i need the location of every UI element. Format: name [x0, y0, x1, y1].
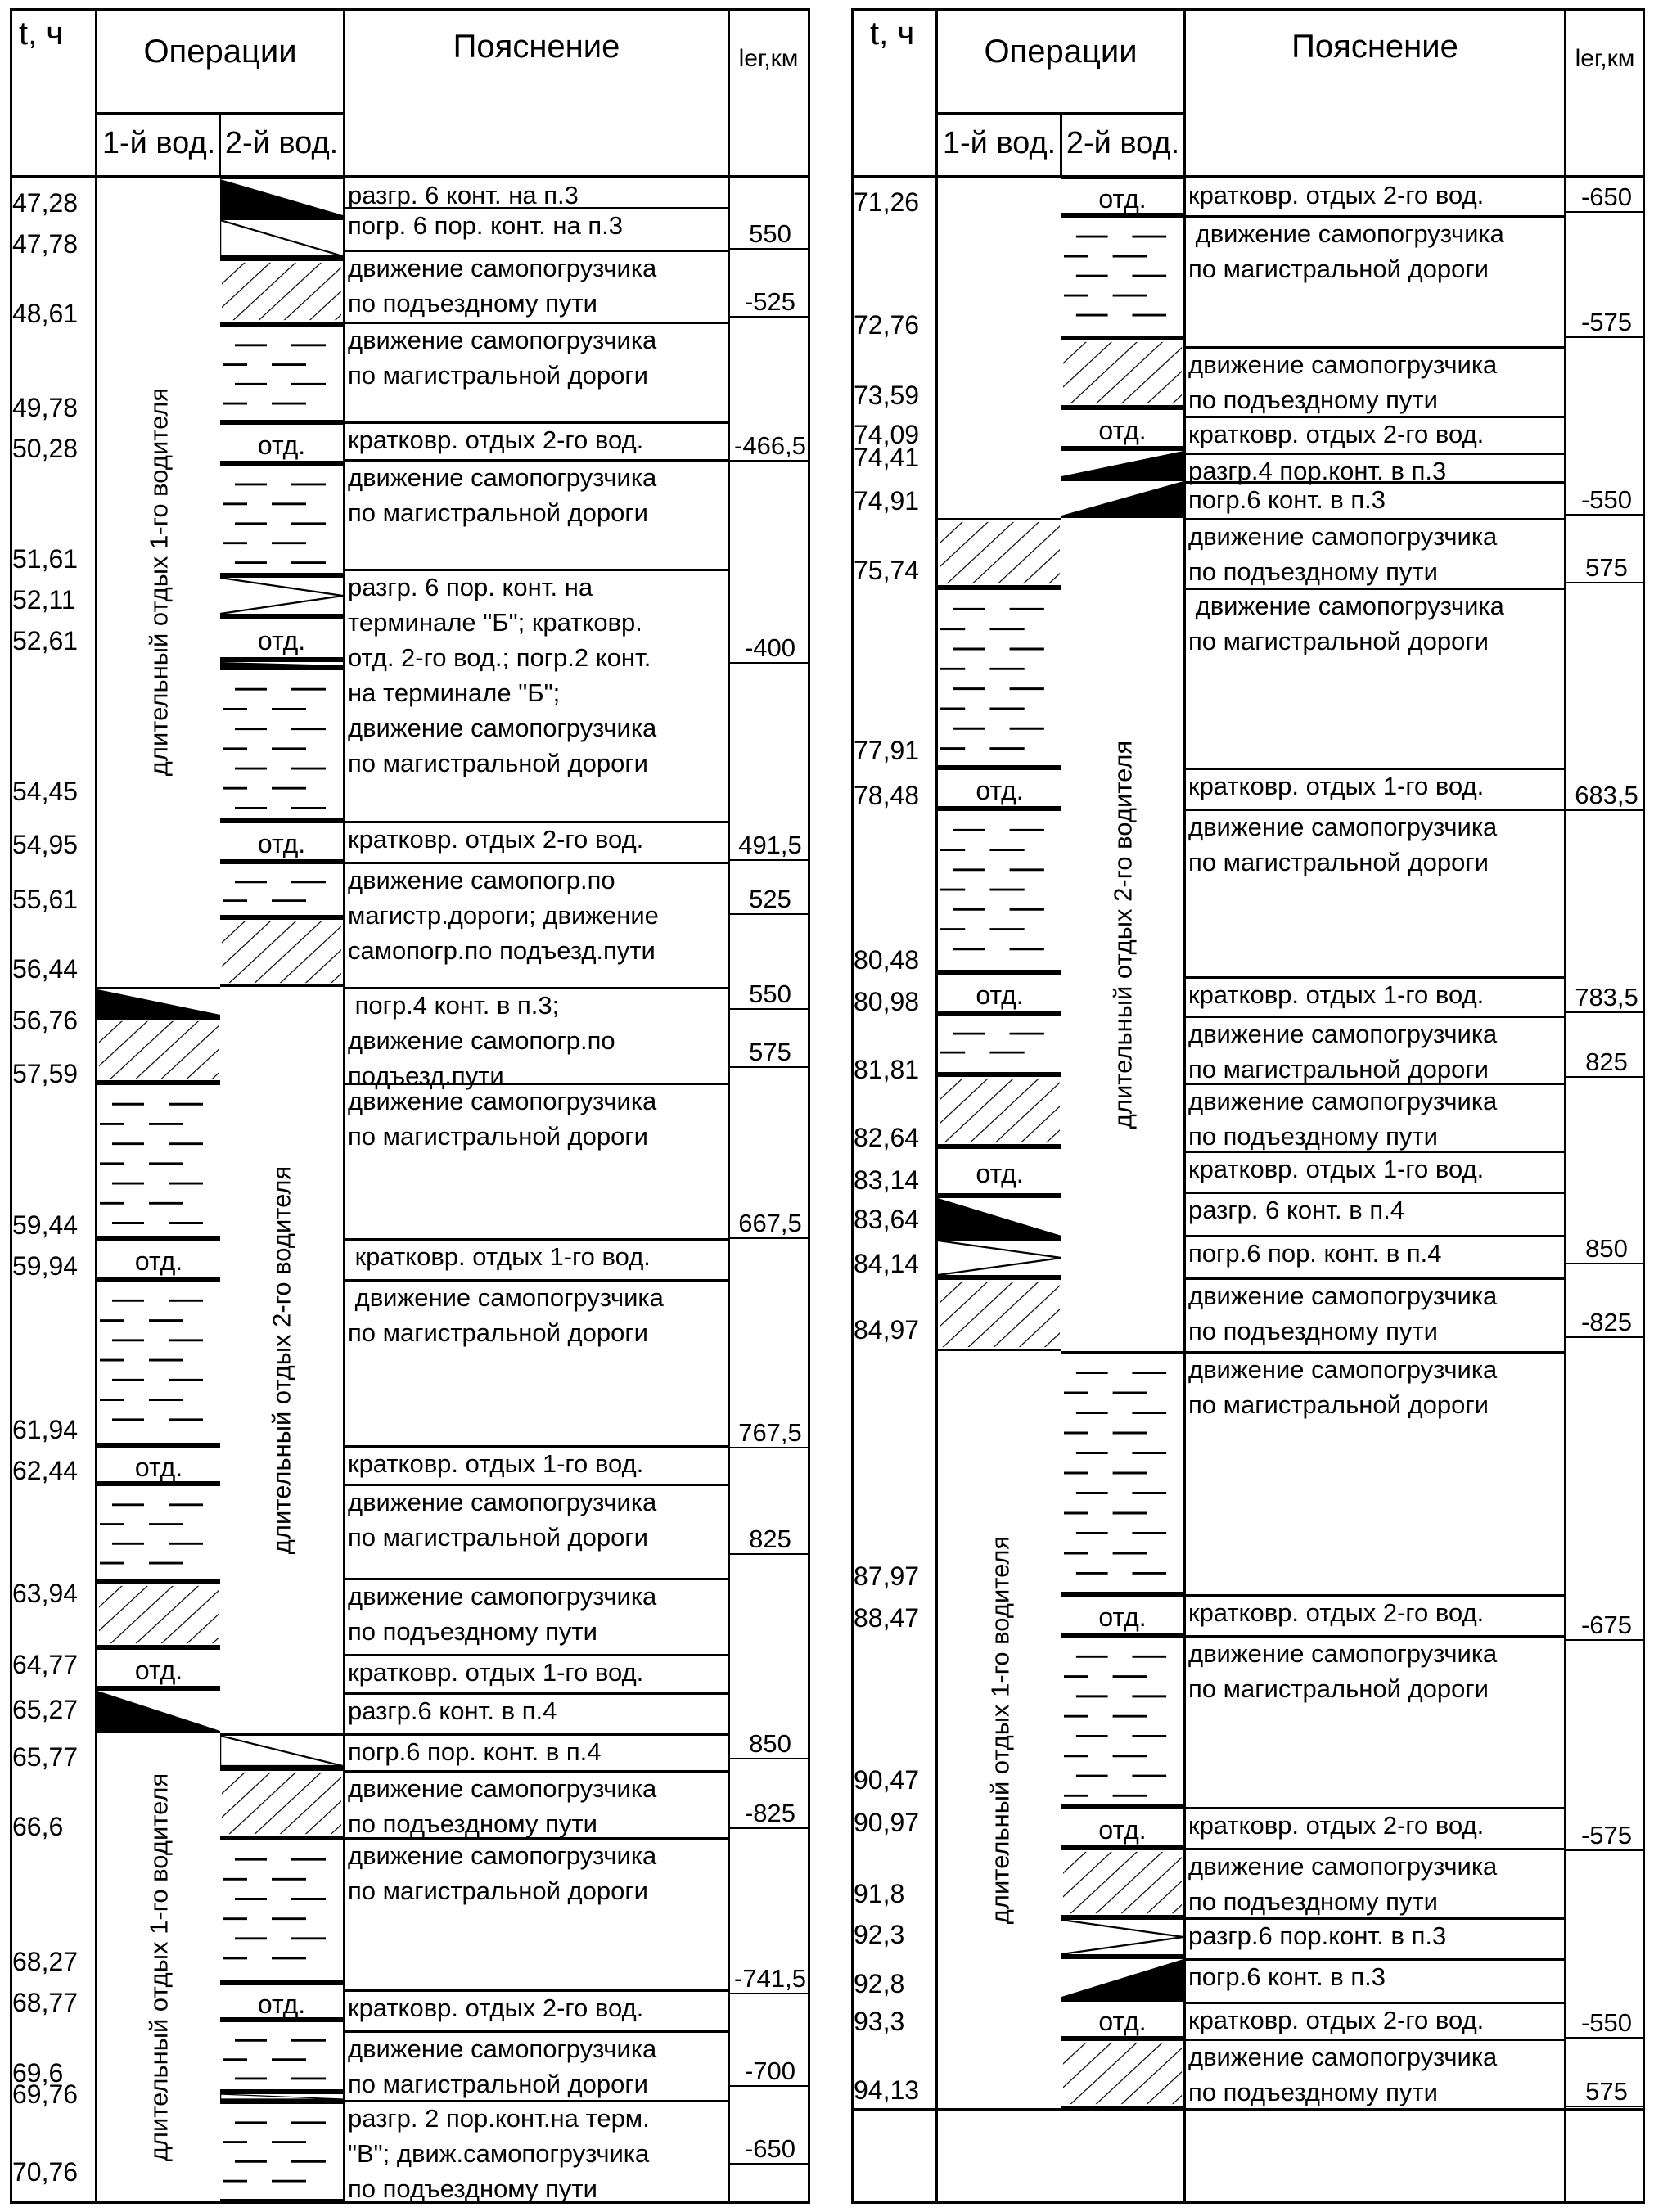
time-label: 52,61	[12, 626, 79, 655]
explanation-text: движение самопогрузчика по магистральной дороги	[348, 2034, 657, 2098]
time-label: 68,77	[12, 1988, 79, 2017]
distance-value: 783,5	[1575, 983, 1638, 1011]
time-label: 55,61	[12, 885, 79, 914]
explanation-text: погр.4 конт. в п.3; движение самопогр.по подъезд.пути	[348, 991, 615, 1090]
short-rest-cell	[97, 1445, 220, 1484]
access-road-cell	[97, 1017, 220, 1083]
highway-drive-cell	[1061, 1635, 1183, 1807]
time-label: 56,76	[12, 1006, 79, 1035]
access-road-cell	[220, 1768, 343, 1838]
time-label: 90,47	[854, 1765, 920, 1795]
time-label: 71,26	[854, 187, 920, 217]
time-label: 78,48	[854, 781, 920, 810]
time-label: 92,8	[854, 1969, 905, 1998]
time-label: 74,41	[854, 443, 920, 472]
short-rest-cell	[1061, 177, 1183, 215]
time-label: 73,59	[854, 381, 920, 410]
explanation-text: движение самопогрузчика по магистральной дороги	[348, 463, 657, 527]
distance-value: -741,5	[734, 1964, 806, 1993]
distance-value: 825	[749, 1525, 791, 1553]
time-label: 69,76	[12, 2079, 79, 2109]
header-driver2: 2-й вод.	[224, 126, 339, 160]
explanation-text: движение самопогрузчика по магистральной дороги	[1188, 1355, 1498, 1419]
header-operations: Операции	[143, 34, 297, 70]
explanation-text: кратковр. отдых 2-го вод.	[1188, 1598, 1485, 1627]
access-road-cell	[97, 1582, 220, 1647]
header-time: t, ч	[19, 16, 64, 52]
time-label: 84,14	[854, 1249, 920, 1278]
time-label: 72,76	[854, 310, 920, 340]
time-label: 69,6	[12, 2058, 64, 2088]
time-label: 65,27	[12, 1695, 79, 1724]
load-cell	[938, 1238, 1061, 1277]
long-rest-label: длительный отдых 1-го водителя	[144, 1773, 174, 2162]
distance-value: -575	[1580, 1821, 1633, 1849]
time-label: 54,45	[12, 777, 79, 806]
explanation-text: кратковр. отдых 1-го вод.	[1188, 1155, 1485, 1183]
time-label: 74,09	[854, 420, 920, 449]
time-label: 56,44	[12, 954, 79, 984]
time-label: 61,94	[12, 1415, 79, 1444]
short-rest-cell	[938, 1147, 1061, 1196]
highway-drive-cell	[938, 809, 1061, 972]
explanation-text: кратковр. отдых 2-го вод.	[348, 825, 644, 854]
time-label: 82,64	[854, 1123, 920, 1152]
time-label: 49,78	[12, 393, 79, 422]
access-road-cell	[938, 518, 1061, 588]
header-distance: lег,км	[738, 45, 799, 72]
distance-value: 850	[749, 1729, 791, 1758]
load-cell	[220, 2092, 343, 2102]
highway-drive-cell	[97, 1484, 220, 1582]
time-label: 80,48	[854, 945, 920, 975]
time-label: 83,64	[854, 1205, 920, 1234]
access-road-cell	[220, 259, 343, 324]
highway-drive-cell	[97, 1279, 220, 1445]
header-distance: lег,км	[1575, 45, 1635, 72]
header-explanation: Пояснение	[453, 29, 620, 65]
unload-cell	[97, 1688, 220, 1733]
explanation-text: движение самопогр.по магистр.дороги; движение самопогр.по подъезд.пути	[348, 866, 659, 965]
distance-value: 575	[1585, 553, 1628, 582]
short-rest-cell	[1061, 1594, 1183, 1635]
explanation-text: движение самопогрузчика по магистральной дороги	[1188, 219, 1504, 283]
explanation-text: движение самопогрузчика по подъездному пути	[1188, 1087, 1498, 1151]
long-rest-label: длительный отдых 2-го водителя	[1108, 740, 1137, 1129]
header-explanation: Пояснение	[1291, 29, 1458, 65]
unload-cell	[220, 177, 343, 218]
time-label: 63,94	[12, 1579, 79, 1608]
short-rest-cell	[220, 422, 343, 463]
short-rest-cell	[1061, 1807, 1183, 1848]
time-label: 59,44	[12, 1210, 79, 1240]
distance-value: -550	[1580, 2008, 1633, 2037]
explanation-text: разгр.6 конт. в п.4	[348, 1696, 557, 1725]
explanation-text: кратковр. отдых 1-го вод.	[348, 1242, 651, 1271]
short-rest-label: отд.	[1098, 183, 1147, 214]
distance-value: 575	[1585, 2077, 1628, 2106]
time-label: 93,3	[854, 2007, 905, 2036]
distance-value: -575	[1580, 308, 1633, 336]
explanation-text: движение самопогрузчика по магистральной дороги	[348, 1283, 664, 1347]
time-label: 59,94	[12, 1251, 79, 1281]
explanation-text: движение самопогрузчика по магистральной дороги	[1188, 813, 1498, 876]
time-label: 91,8	[854, 1879, 905, 1908]
distance-value: -825	[744, 1799, 796, 1827]
short-rest-cell	[220, 616, 343, 660]
highway-drive-cell	[220, 2102, 343, 2201]
explanation-text: движение самопогрузчика по подъездному пути	[348, 1582, 657, 1646]
header-time: t, ч	[870, 16, 915, 52]
highway-drive-cell	[1061, 1351, 1183, 1594]
time-label: 84,97	[854, 1315, 920, 1345]
explanation-text: движение самопогрузчика по магистральной дороги	[348, 1488, 657, 1552]
explanation-text: кратковр. отдых 1-го вод.	[1188, 772, 1485, 800]
explanation-text: погр.6 конт. в п.3	[1188, 485, 1386, 514]
header-driver1: 1-й вод.	[942, 126, 1057, 160]
explanation-text: разгр. 6 пор. конт. на терминале "Б"; кратковр. отд. 2-го вод.; погр.2 конт. на терминале "Б"; движение самопогрузчика по магистральной дороги	[348, 573, 657, 777]
load-cell	[220, 1733, 343, 1768]
distance-value: 550	[749, 980, 791, 1008]
explanation-text: кратковр. отдых 1-го вод.	[1188, 980, 1485, 1009]
time-label: 77,91	[854, 736, 920, 765]
distance-value: -400	[744, 633, 796, 662]
explanation-text: движение самопогрузчика по магистральной дороги	[348, 326, 657, 390]
short-rest-label: отд.	[134, 1656, 183, 1685]
highway-drive-cell	[97, 1083, 220, 1238]
time-label: 54,95	[12, 830, 79, 859]
short-rest-label: отд.	[976, 776, 1024, 805]
distance-value: 550	[749, 219, 791, 248]
distance-value: 667,5	[738, 1209, 802, 1237]
load-cell	[1061, 1917, 1183, 1957]
explanation-text: погр.6 пор. конт. в п.4	[348, 1737, 602, 1766]
explanation-text: кратковр. отдых 2-го вод.	[1188, 2006, 1485, 2034]
short-rest-label: отд.	[257, 430, 306, 460]
explanation-text: движение самопогрузчика по подъездному пути	[1188, 2043, 1498, 2106]
unload-cell	[1061, 479, 1183, 518]
header-operations: Операции	[984, 34, 1138, 70]
unload-cell	[1061, 1957, 1183, 1999]
short-rest-label: отд.	[257, 829, 306, 858]
highway-drive-cell	[1061, 215, 1183, 338]
distance-value: -675	[1580, 1611, 1633, 1639]
short-rest-label: отд.	[1098, 2007, 1147, 2036]
explanation-text: движение самопогрузчика по магистральной дороги	[348, 1841, 657, 1905]
access-road-cell	[1061, 1848, 1183, 1917]
explanation-text: движение самопогрузчика по подъездному пути	[1188, 350, 1498, 414]
explanation-text: кратковр. отдых 2-го вод.	[1188, 181, 1485, 209]
short-rest-cell	[97, 1238, 220, 1279]
short-rest-cell	[938, 972, 1061, 1013]
header-driver1: 1-й вод.	[101, 126, 216, 160]
time-label: 65,77	[12, 1742, 79, 1772]
time-label: 51,61	[12, 544, 79, 574]
distance-value: 683,5	[1575, 781, 1638, 809]
explanation-text: разгр. 2 пор.конт.на терм. "В"; движ.самопогрузчика по подъездному пути	[348, 2104, 650, 2203]
access-road-cell	[1061, 338, 1183, 408]
time-label: 75,74	[854, 556, 920, 585]
explanation-text: разгр. 6 конт. в п.4	[1188, 1196, 1404, 1224]
short-rest-label: отд.	[1098, 1815, 1147, 1845]
highway-drive-cell	[220, 463, 343, 575]
time-label: 90,97	[854, 1808, 920, 1837]
explanation-text: разгр.6 пор.конт. в п.3	[1188, 1921, 1447, 1950]
short-rest-label: отд.	[257, 625, 306, 655]
access-road-cell	[938, 1074, 1061, 1147]
explanation-text: движение самопогрузчика по подъездному пути	[1188, 1852, 1498, 1916]
time-label: 92,3	[854, 1920, 905, 1949]
explanation-text: кратковр. отдых 2-го вод.	[348, 1994, 644, 2022]
time-label: 87,97	[854, 1561, 920, 1591]
load-cell	[220, 575, 343, 616]
distance-value: 525	[749, 885, 791, 913]
time-label: 81,81	[854, 1055, 920, 1084]
distance-value: -650	[1580, 182, 1633, 211]
time-label: 94,13	[854, 2075, 920, 2105]
access-road-cell	[1061, 2039, 1183, 2108]
explanation-text: движение самопогрузчика по подъездному пути	[348, 1774, 657, 1838]
explanation-text: погр.6 пор. конт. в п.4	[1188, 1239, 1442, 1268]
time-label: 50,28	[12, 434, 79, 463]
explanation-text: движение самопогрузчика по магистральной дороги	[1188, 1639, 1498, 1703]
short-rest-label: отд.	[257, 1989, 306, 2019]
distance-value: 491,5	[738, 831, 802, 859]
explanation-text: погр. 6 пор. конт. на п.3	[348, 211, 624, 240]
unload-cell	[97, 987, 220, 1017]
explanation-text: кратковр. отдых 2-го вод.	[1188, 1811, 1485, 1840]
explanation-text: кратковр. отдых 1-го вод.	[348, 1658, 644, 1687]
unload-cell	[938, 1196, 1061, 1238]
short-rest-cell	[220, 1983, 343, 2020]
highway-drive-cell	[938, 1013, 1061, 1074]
explanation-text: разгр.4 пор.конт. в п.3	[1188, 457, 1447, 485]
short-rest-label: отд.	[134, 1246, 183, 1276]
short-rest-cell	[1061, 1999, 1183, 2039]
distance-value: 767,5	[738, 1418, 802, 1447]
time-label: 88,47	[854, 1603, 920, 1633]
short-rest-label: отд.	[1098, 416, 1147, 445]
explanation-text: движение самопогрузчика по подъездному пути	[1188, 1282, 1498, 1345]
highway-drive-cell	[220, 668, 343, 821]
long-rest-label: длительный отдых 1-го водителя	[144, 387, 174, 777]
short-rest-label: отд.	[976, 1159, 1024, 1188]
time-label: 68,27	[12, 1947, 79, 1976]
explanation-text: кратковр. отдых 2-го вод.	[1188, 420, 1485, 448]
distance-value: -700	[744, 2057, 796, 2085]
unload-cell	[220, 660, 343, 668]
time-label: 52,11	[12, 585, 76, 615]
short-rest-cell	[938, 768, 1061, 809]
header-driver2: 2-й вод.	[1066, 126, 1180, 160]
time-label: 70,76	[12, 2157, 79, 2187]
highway-drive-cell	[938, 588, 1061, 768]
highway-drive-cell	[220, 1838, 343, 1983]
explanation-text: кратковр. отдых 2-го вод.	[348, 426, 644, 454]
short-rest-label: отд.	[1098, 1602, 1147, 1632]
explanation-text: движение самопогрузчика по подъездному пути	[348, 254, 657, 318]
highway-drive-cell	[220, 324, 343, 422]
short-rest-cell	[97, 1647, 220, 1688]
time-label: 48,61	[12, 299, 79, 328]
distance-value: -650	[744, 2134, 796, 2163]
schedule-left	[10, 8, 810, 2204]
explanation-text: движение самопогрузчика по подъездному пути	[1188, 522, 1498, 586]
short-rest-label: отд.	[134, 1452, 183, 1482]
distance-value: -525	[744, 287, 796, 316]
unload-cell	[1061, 448, 1183, 479]
time-label: 47,78	[12, 229, 79, 259]
load-cell	[220, 218, 343, 259]
short-rest-label: отд.	[976, 980, 1024, 1010]
highway-drive-cell	[220, 862, 343, 917]
time-label: 74,91	[854, 486, 920, 516]
long-rest-label: длительный отдых 1-го водителя	[985, 1535, 1014, 1924]
highway-drive-cell	[220, 2020, 343, 2092]
explanation-text: движение самопогрузчика по магистральной дороги	[1188, 1020, 1498, 1083]
time-label: 64,77	[12, 1650, 79, 1679]
distance-value: 825	[1585, 1047, 1628, 1076]
long-rest-label: длительный отдых 2-го водителя	[267, 1165, 296, 1555]
access-road-cell	[220, 917, 343, 987]
time-label: 47,28	[12, 188, 79, 218]
schedule-right	[851, 8, 1645, 2204]
explanation-text: разгр. 6 конт. на п.3	[348, 181, 579, 209]
distance-value: 575	[749, 1038, 791, 1066]
time-label: 57,59	[12, 1059, 79, 1088]
explanation-text: кратковр. отдых 1-го вод.	[348, 1449, 644, 1478]
access-road-cell	[938, 1277, 1061, 1351]
explanation-text: движение самопогрузчика по магистральной дороги	[1188, 592, 1504, 655]
explanation-text: погр.6 конт. в п.3	[1188, 1962, 1386, 1991]
time-label: 80,98	[854, 987, 920, 1016]
time-label: 66,6	[12, 1812, 64, 1841]
short-rest-cell	[1061, 408, 1183, 448]
distance-value: 850	[1585, 1234, 1628, 1263]
distance-value: -466,5	[734, 431, 806, 460]
distance-value: -825	[1580, 1308, 1633, 1336]
explanation-text: движение самопогрузчика по магистральной дороги	[348, 1087, 657, 1151]
time-label: 83,14	[854, 1165, 920, 1195]
distance-value: -550	[1580, 485, 1633, 514]
time-label: 62,44	[12, 1456, 79, 1485]
short-rest-cell	[220, 821, 343, 862]
